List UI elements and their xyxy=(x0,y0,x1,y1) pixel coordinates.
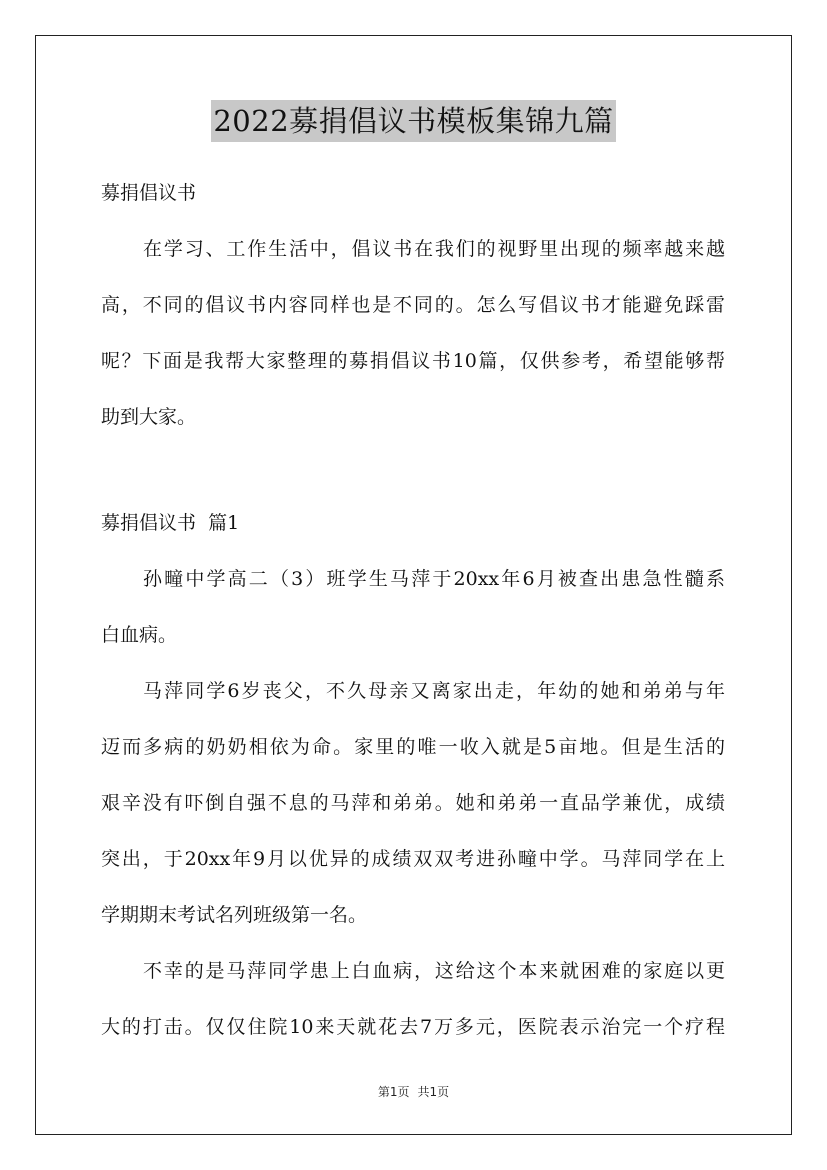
paragraph-line: 孙疃中学高二（3）班学生马萍于20xx年6月被查出患急性髓系 xyxy=(143,568,725,590)
paragraph-line: 突出，于20xx年9月以优异的成绩双双考进孙疃中学。马萍同学在上 xyxy=(101,848,725,870)
page-total: 共1页 xyxy=(417,1085,450,1099)
paragraph xyxy=(101,663,725,943)
paragraph-line: 迈而多病的奶奶相依为命。家里的唯一收入就是5亩地。但是生活的 xyxy=(101,736,725,758)
paragraph-line: 不幸的是马萍同学患上白血病，这给这个本来就困难的家庭以更 xyxy=(143,960,725,982)
paragraph-line: 高，不同的倡议书内容同样也是不同的。怎么写倡议书才能避免踩雷 xyxy=(101,294,725,316)
document-title: 2022募捐倡议书模板集锦九篇 xyxy=(211,100,615,142)
paragraph-line: 马萍同学6岁丧父，不久母亲又离家出走，年幼的她和弟弟与年 xyxy=(143,680,725,702)
page-footer xyxy=(0,1083,827,1100)
paragraph-line: 在学习、工作生活中，倡议书在我们的视野里出现的频率越来越 xyxy=(143,238,725,260)
section-heading: 募捐倡议书 篇1 xyxy=(101,512,240,534)
paragraph-line: 白血病。 xyxy=(101,624,178,646)
paragraph-line: 学期期末考试名列班级第一名。 xyxy=(101,904,368,926)
page-number: 第1页 xyxy=(377,1085,410,1099)
paragraph-line: 艰辛没有吓倒自强不息的马萍和弟弟。她和弟弟一直品学兼优，成绩 xyxy=(101,792,725,814)
document-body xyxy=(101,165,725,1055)
section-gap xyxy=(101,445,725,495)
paragraph-line: 大的打击。仅仅住院10来天就花去7万多元，医院表示治完一个疗程 xyxy=(101,1016,725,1038)
intro-paragraph xyxy=(101,221,725,445)
section-heading: 募捐倡议书 xyxy=(101,182,197,204)
paragraph xyxy=(101,943,725,1055)
paragraph-line: 助到大家。 xyxy=(101,406,197,428)
paragraph xyxy=(101,551,725,663)
title-container xyxy=(0,100,827,142)
paragraph-line: 呢？下面是我帮大家整理的募捐倡议书10篇，仅供参考，希望能够帮 xyxy=(101,350,725,372)
